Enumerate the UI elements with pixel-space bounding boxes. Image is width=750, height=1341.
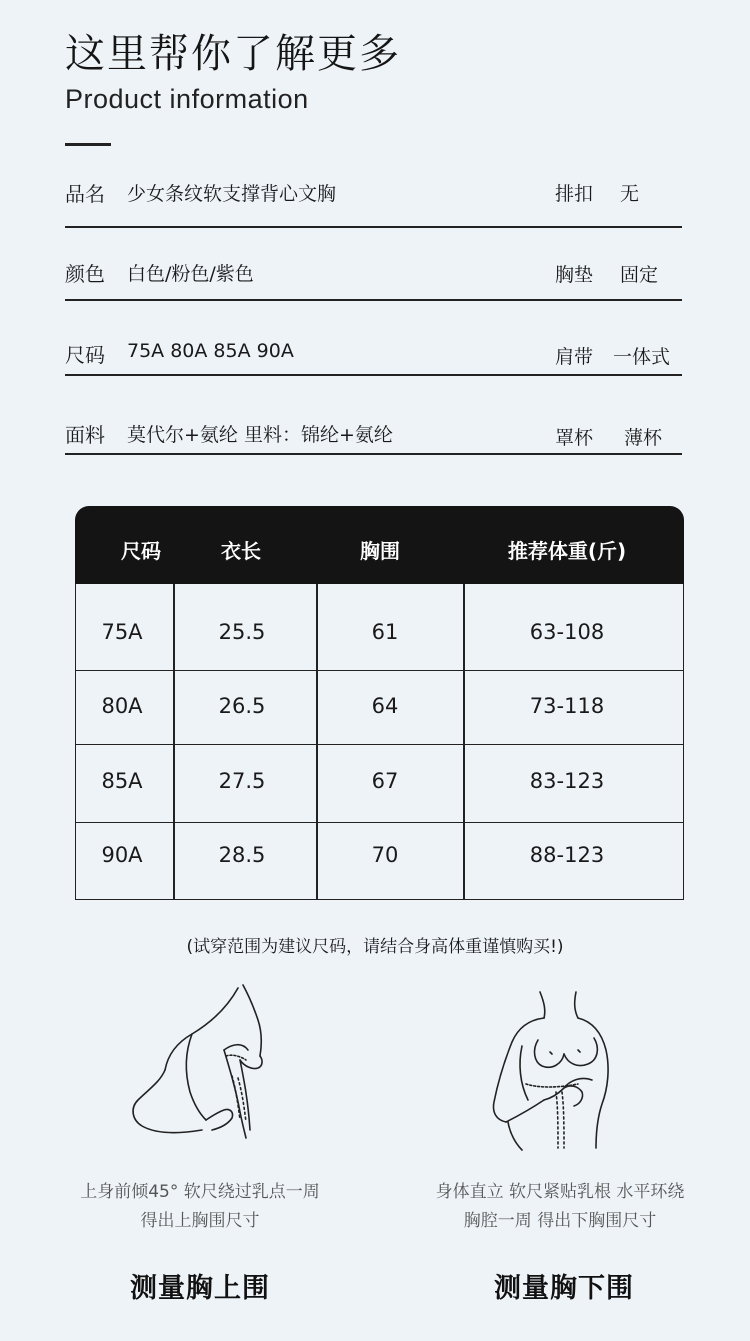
- info-row-fabric: [65, 396, 682, 455]
- info-row-color: [65, 240, 682, 301]
- column-header: 推荐体重(斤): [507, 539, 627, 563]
- table-cell: 64: [371, 694, 399, 718]
- info-row-name: [65, 168, 682, 228]
- table-cell: 67: [371, 769, 399, 793]
- divider: [65, 299, 682, 301]
- page-title: 这里帮你了解更多: [65, 31, 401, 77]
- info-right-label: 肩带: [555, 346, 594, 368]
- upper-bust-title: 测量胸上围: [130, 1273, 270, 1304]
- info-value: 少女条纹软支撑背心文胸: [127, 183, 337, 205]
- table-cell: 63-108: [529, 620, 605, 644]
- column-header: 尺码: [121, 539, 161, 563]
- table-cell: 70: [371, 843, 399, 867]
- column-header: 胸围: [360, 539, 400, 563]
- row-divider: [76, 822, 683, 823]
- divider: [65, 374, 682, 376]
- table-cell: 85A: [101, 769, 143, 793]
- info-value: 75A 80A 85A 90A: [127, 340, 294, 362]
- caption-line: 身体直立 软尺紧贴乳根 水平环绕: [435, 1182, 685, 1202]
- size-note: (试穿范围为建议尺码，请结合身高体重谨慎购买!): [186, 937, 564, 957]
- table-cell: 75A: [101, 620, 143, 644]
- row-divider: [76, 670, 683, 671]
- column-divider: [173, 584, 175, 899]
- title-underline: [65, 143, 111, 146]
- info-row-size: [65, 320, 682, 376]
- underbust-illustration: [478, 988, 628, 1158]
- caption-line: 上身前倾45° 软尺绕过乳点一周: [80, 1182, 320, 1202]
- table-body: [75, 584, 684, 900]
- info-label: 品名: [65, 182, 105, 206]
- table-header: [75, 506, 684, 584]
- column-header: 衣长: [221, 539, 261, 563]
- table-cell: 61: [371, 620, 399, 644]
- size-table: [75, 506, 684, 900]
- info-label: 颜色: [65, 262, 105, 286]
- divider: [65, 453, 682, 455]
- info-label: 尺码: [65, 343, 105, 367]
- page-subtitle: Product information: [65, 84, 309, 114]
- info-right-value: 一体式: [613, 346, 671, 368]
- caption-line: 胸腔一周 得出下胸围尺寸: [463, 1211, 657, 1231]
- info-value: 白色/粉色/紫色: [127, 263, 254, 285]
- divider: [65, 226, 682, 228]
- info-right-label: 排扣: [555, 183, 594, 205]
- upper-bust-caption: [40, 1178, 360, 1236]
- info-right-label: 胸垫: [555, 264, 594, 286]
- underbust-title: 测量胸下围: [494, 1273, 634, 1304]
- info-right-label: 罩杯: [555, 427, 594, 449]
- table-cell: 80A: [101, 694, 143, 718]
- table-cell: 88-123: [529, 843, 605, 867]
- table-cell: 83-123: [529, 769, 605, 793]
- table-cell: 25.5: [218, 620, 266, 644]
- column-divider: [316, 584, 318, 899]
- table-cell: 28.5: [218, 843, 266, 867]
- underbust-caption: [400, 1178, 720, 1236]
- column-divider: [463, 584, 465, 899]
- info-right-value: 无: [620, 183, 640, 205]
- caption-line: 得出上胸围尺寸: [140, 1211, 260, 1231]
- upper-bust-illustration: [120, 980, 290, 1150]
- table-cell: 73-118: [529, 694, 605, 718]
- table-cell: 26.5: [218, 694, 266, 718]
- info-value: 莫代尔+氨纶 里料：锦纶+氨纶: [127, 424, 393, 446]
- info-right-value: 薄杯: [624, 427, 663, 449]
- info-right-value: 固定: [620, 264, 659, 286]
- table-cell: 90A: [101, 843, 143, 867]
- row-divider: [76, 744, 683, 745]
- table-cell: 27.5: [218, 769, 266, 793]
- info-label: 面料: [65, 423, 105, 447]
